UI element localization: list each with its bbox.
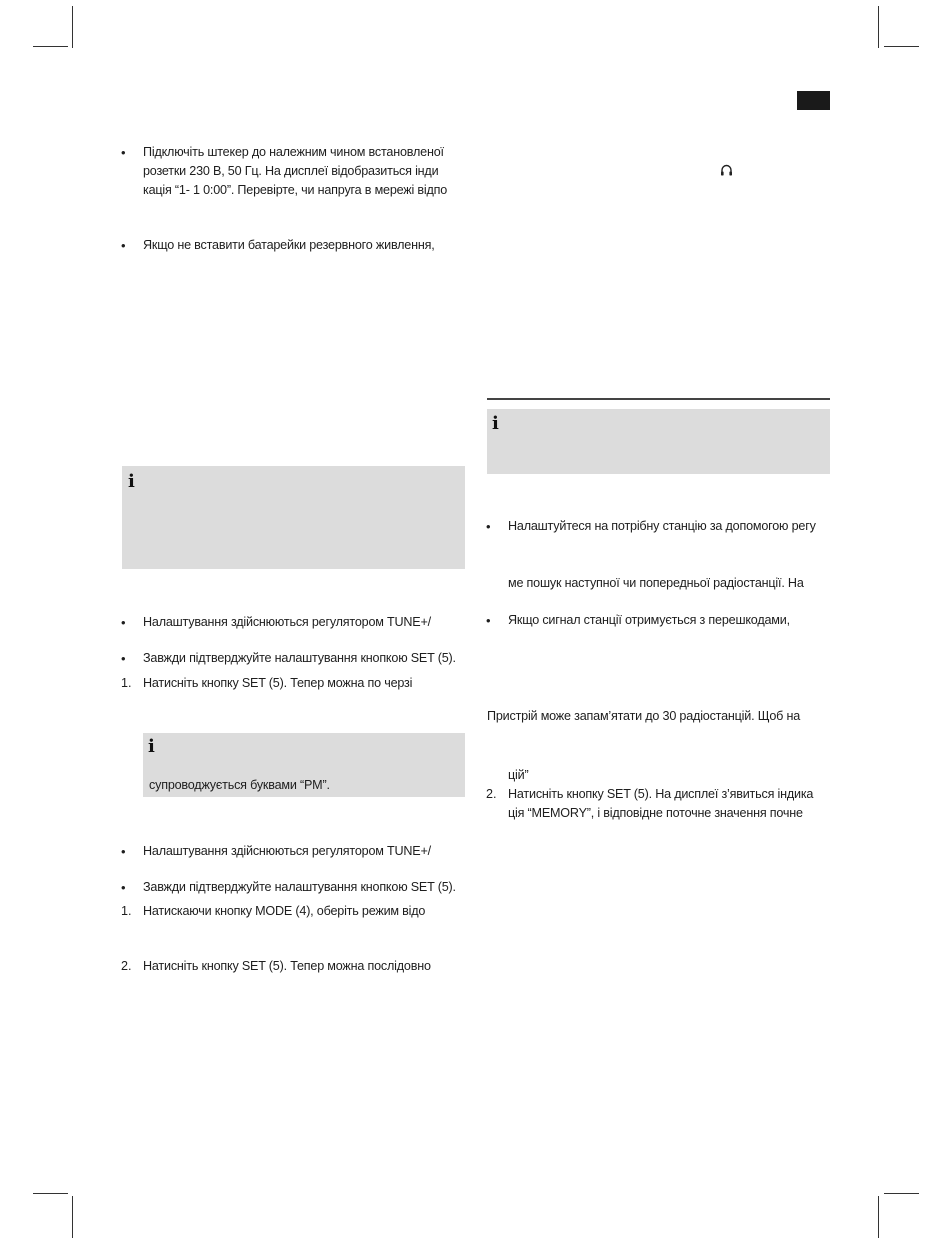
bullet-marker: •: [121, 880, 126, 895]
info-icon: i: [128, 471, 135, 492]
info-box: [487, 409, 830, 474]
language-tab: [797, 91, 830, 110]
bullet-marker: •: [486, 613, 491, 628]
info-icon: i: [148, 736, 155, 757]
step-number: 1.: [121, 904, 132, 918]
info-box: [122, 466, 465, 569]
step-text: Натисніть кнопку SET (5). Тепер можна послідовно: [143, 959, 431, 973]
info-box: [143, 733, 465, 797]
step-number: 2.: [121, 959, 132, 973]
crop-mark: [884, 1193, 919, 1194]
crop-mark: [878, 6, 879, 48]
info-text: супроводжується буквами “PM”.: [149, 778, 330, 792]
bullet-text: Налаштування здійснюються регулятором TUNE+/: [143, 615, 431, 629]
crop-mark: [884, 46, 919, 47]
continuation-text: цій”: [508, 768, 529, 782]
bullet-text: Якщо не вставити батарейки резервного живлення,: [143, 238, 435, 252]
step-number: 1.: [121, 676, 132, 690]
bullet-marker: •: [121, 238, 126, 253]
bullet-text: кація “1- 1 0:00”. Перевірте, чи напруга в мережі відпо: [143, 183, 448, 197]
paragraph-text: Пристрій може запам’ятати до 30 радіостанцій. Щоб на: [487, 709, 800, 723]
bullet-marker: •: [121, 615, 126, 630]
crop-mark: [33, 1193, 68, 1194]
bullet-marker: •: [486, 519, 491, 534]
bullet-marker: •: [121, 651, 126, 666]
step-text: Натисніть кнопку SET (5). На дисплеї з’явиться індика: [508, 787, 814, 801]
continuation-text: ме пошук наступної чи попередньої радіостанції. На: [508, 576, 804, 590]
info-icon: i: [492, 413, 499, 434]
bullet-text: Налаштування здійснюються регулятором TUNE+/: [143, 844, 431, 858]
bullet-text: Підключіть штекер до належним чином встановленої: [143, 145, 444, 159]
crop-mark: [72, 6, 73, 48]
headphones-icon: [720, 163, 733, 177]
bullet-text: Якщо сигнал станції отримується з перешкодами,: [508, 613, 790, 627]
crop-mark: [33, 46, 68, 47]
step-text: Натисніть кнопку SET (5). Тепер можна по черзі: [143, 676, 413, 690]
section-divider: [487, 398, 830, 400]
crop-mark: [72, 1196, 73, 1238]
crop-mark: [878, 1196, 879, 1238]
step-text: Натискаючи кнопку MODE (4), оберіть режим відо: [143, 904, 426, 918]
bullet-text: Завжди підтверджуйте налаштування кнопкою SET (5).: [143, 880, 456, 894]
bullet-text: розетки 230 В, 50 Гц. На дисплеї відобразиться інди: [143, 164, 439, 178]
bullet-text: Налаштуйтеся на потрібну станцію за допомогою регу: [508, 519, 816, 533]
bullet-marker: •: [121, 145, 126, 160]
step-number: 2.: [486, 787, 497, 801]
step-text: ція “MEMORY”, і відповідне поточне значення почне: [508, 806, 803, 820]
bullet-marker: •: [121, 844, 126, 859]
bullet-text: Завжди підтверджуйте налаштування кнопкою SET (5).: [143, 651, 456, 665]
